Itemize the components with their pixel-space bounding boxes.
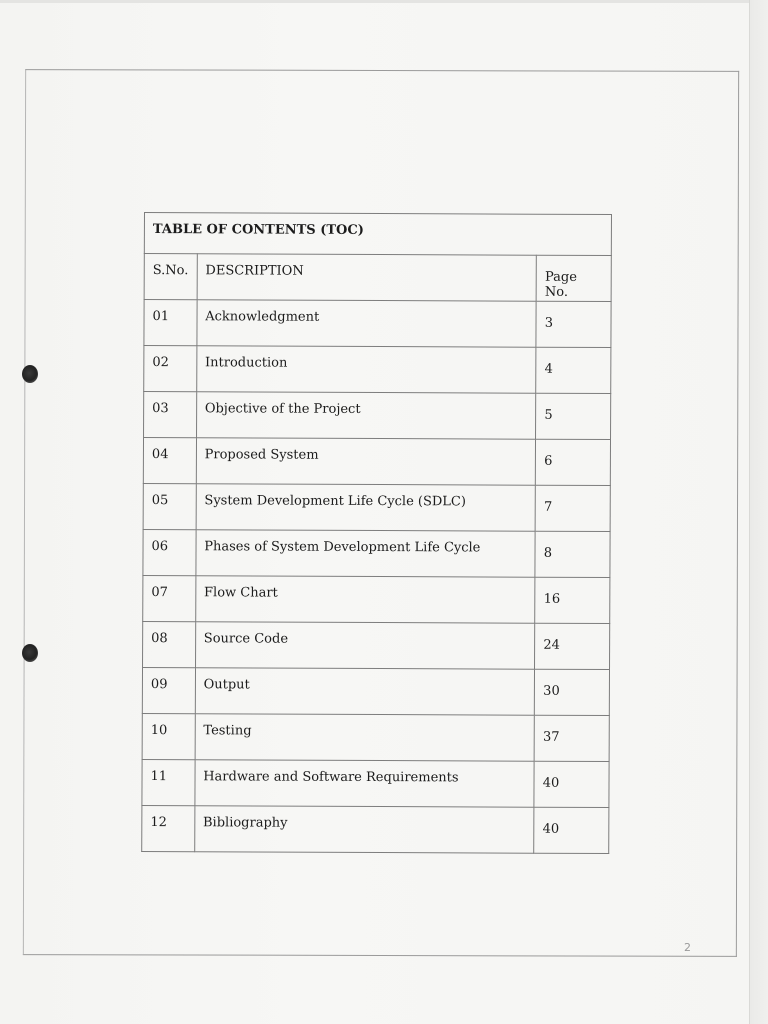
toc-table xyxy=(141,212,612,854)
page-number-mark: 2 xyxy=(684,941,691,954)
punch-hole-bottom xyxy=(22,644,38,662)
toc-row xyxy=(143,575,610,623)
toc-row-page: 5 xyxy=(536,393,611,439)
toc-row-page: 3 xyxy=(536,301,611,347)
toc-row xyxy=(142,805,609,853)
toc-row-sno: 04 xyxy=(143,438,196,484)
toc-row-sno: 09 xyxy=(142,667,195,713)
toc-row-sno: 12 xyxy=(142,805,195,851)
toc-row xyxy=(143,438,610,486)
toc-row-description: Acknowledgment xyxy=(197,300,537,347)
header-description: DESCRIPTION xyxy=(197,254,537,301)
toc-row-page: 24 xyxy=(535,623,610,669)
toc-row-description: Flow Chart xyxy=(195,576,535,623)
toc-row-description: Testing xyxy=(195,714,535,761)
toc-row xyxy=(143,529,610,577)
toc-row xyxy=(143,621,610,669)
toc-row-sno: 05 xyxy=(143,483,196,529)
toc-row xyxy=(142,713,609,761)
toc-row-sno: 03 xyxy=(144,392,197,438)
toc-row-description: Objective of the Project xyxy=(196,392,536,439)
toc-row-description: Source Code xyxy=(195,622,535,669)
toc-row-page: 37 xyxy=(534,715,609,761)
toc-row-page: 40 xyxy=(534,761,609,807)
toc-title-row xyxy=(144,213,611,256)
page-right-edge xyxy=(749,0,768,1024)
toc-row-description: Output xyxy=(195,668,535,715)
toc-row-description: Proposed System xyxy=(196,438,536,485)
toc-row-sno: 01 xyxy=(144,300,197,346)
page-top-edge xyxy=(0,0,768,3)
toc-row-page: 30 xyxy=(535,669,610,715)
toc-row xyxy=(142,759,609,807)
toc-row-sno: 10 xyxy=(142,713,195,759)
toc-row-page: 7 xyxy=(535,485,610,531)
toc-row xyxy=(143,483,610,531)
toc-row-sno: 02 xyxy=(144,346,197,392)
header-page: Page No. xyxy=(536,255,611,301)
toc-row-page: 4 xyxy=(536,347,611,393)
toc-row-page: 16 xyxy=(535,577,610,623)
punch-hole-top xyxy=(22,365,38,383)
toc-row-description: Introduction xyxy=(196,346,536,393)
header-sno: S.No. xyxy=(144,254,197,300)
toc-row-page: 6 xyxy=(536,439,611,485)
toc-title: TABLE OF CONTENTS (TOC) xyxy=(144,213,611,256)
toc-row-sno: 06 xyxy=(143,529,196,575)
toc-row-sno: 08 xyxy=(143,621,196,667)
toc-row-page: 40 xyxy=(534,807,609,853)
toc-row xyxy=(144,300,611,348)
toc-row-description: Bibliography xyxy=(194,806,534,853)
toc-row-sno: 11 xyxy=(142,759,195,805)
toc-row xyxy=(142,667,609,715)
toc-row xyxy=(144,346,611,394)
toc-row-sno: 07 xyxy=(143,575,196,621)
toc-row xyxy=(144,392,611,440)
toc-row-page: 8 xyxy=(535,531,610,577)
toc-row-description: System Development Life Cycle (SDLC) xyxy=(196,484,536,531)
toc-row-description: Phases of System Development Life Cycle xyxy=(196,530,536,577)
toc-header-row xyxy=(144,254,611,302)
toc-row-description: Hardware and Software Requirements xyxy=(195,760,535,807)
